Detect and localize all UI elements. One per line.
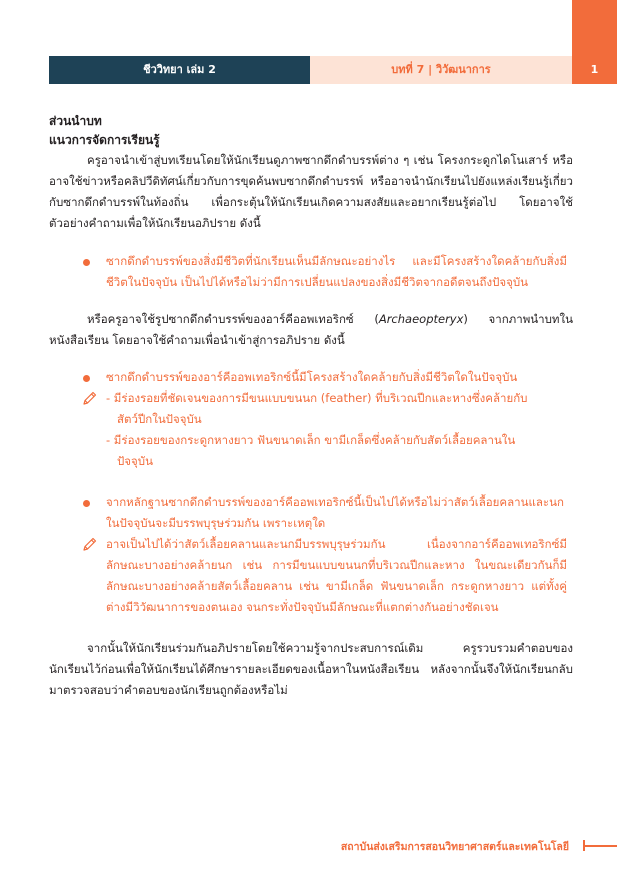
question-3 <box>49 492 573 534</box>
answer-2a-text: - มีร่องรอยที่ชัดเจนของการมีขนแบบขนนก (feather) ที่บริเวณปีกและหางซึ่งคล้ายกับ <box>106 391 528 405</box>
answer-2a <box>49 388 573 409</box>
footer-rule <box>583 845 617 847</box>
intro-paragraph: ครูอาจนำเข้าสู่บทเรียนโดยให้นักเรียนดูภาพซากดึกดำบรรพ์ต่าง ๆ เช่น โครงกระดูกไดโนเสาร์ หรืออาจใช้ข่าวหรือคลิปวีดิทัศน์เกี่ยวกับการขุดค้นพบซากดึกดำบรรพ์ หรืออาจนำนักเรียนไปยังแหล่งเรียนรู้เกี่ยวกับซากดึกดำบรรพ์ในท้องถิ่น เพื่อกระตุ้นให้นักเรียนเกิดความสงสัยและอยากเรียนรู้ต่อไป โดยอาจใช้ตัวอย่างคำถามเพื่อให้นักเรียนอภิปราย ดังนี้ <box>49 153 573 230</box>
answer-3 <box>49 534 573 618</box>
answer-2b: - มีร่องรอยของกระดูกหางยาว ฟันขนาดเล็ก ขามีเกล็ดซึ่งคล้ายกับสัตว์เลื้อยคลานใน <box>106 433 516 447</box>
chapter-title: บทที่ 7 | วิวัฒนาการ <box>310 56 572 84</box>
archaeopteryx-scientific-name: Archaeopteryx <box>378 312 464 326</box>
subsection-title: แนวการจัดการเรียนรู้ <box>49 133 160 147</box>
bullet-dot-icon <box>83 259 90 266</box>
section-title: ส่วนนำบท <box>49 114 102 128</box>
page-content <box>49 112 573 701</box>
archaeopteryx-text-after: ) จากภาพนำบทในหนังสือเรียน โดยอาจใช้คำถามเพื่อนำเข้าสู่การอภิปราย ดังนี้ <box>49 312 573 347</box>
question-1-text: ซากดึกดำบรรพ์ของสิ่งมีชีวิตที่นักเรียนเห็นมีลักษณะอย่างไร และมีโครงสร้างใดคล้ายกับสิ่งมีชีวิตในปัจจุบัน เป็นไปได้หรือไม่ว่ามีการเปลี่ยนแปลงของสิ่งมีชีวิตจากอดีตจนถึงปัจจุบัน <box>106 254 567 289</box>
pencil-icon <box>82 536 98 552</box>
question-2-text: ซากดึกดำบรรพ์ของอาร์คีออพเทอริกซ์นี้มีโครงสร้างใดคล้ายกับสิ่งมีชีวิตใดในปัจจุบัน <box>106 370 518 384</box>
answer-3-text: อาจเป็นไปได้ว่าสัตว์เลื้อยคลานและนกมีบรรพบุรุษร่วมกัน เนื่องจากอาร์คีออพเทอริกซ์มีลักษณะบางอย่างคล้ายนก เช่น การมีขนแบบขนนกที่บริเวณปีกและหาง ในขณะเดียวกันก็มีลักษณะบางอย่างคล้ายสัตว์เลื้อยคลาน เช่น ขามีเกล็ด ฟันขนาดเล็ก กระดูกหางยาว แต่ทั้งคู่ต่างมีวิวัฒนาการของตนเอง จนกระทั่งปัจจุบันมีลักษณะที่แตกต่างกันอย่างชัดเจน <box>106 537 567 614</box>
bullet-dot-icon <box>83 375 90 382</box>
answer-2a-continued: สัตว์ปีกในปัจจุบัน <box>117 412 202 426</box>
answer-2b-continued: ปัจจุบัน <box>117 454 153 468</box>
page-number: 1 <box>590 63 599 76</box>
pencil-icon <box>82 390 98 406</box>
closing-paragraph: จากนั้นให้นักเรียนร่วมกันอภิปรายโดยใช้ความรู้จากประสบการณ์เดิม ครูรวบรวมคำตอบของนักเรียนไว้ก่อนเพื่อให้นักเรียนได้ศึกษารายละเอียดของเนื้อหาในหนังสือเรียน หลังจากนั้นจึงให้นักเรียนกลับมาตรวจสอบว่าคำตอบของนักเรียนถูกต้องหรือไม่ <box>49 641 573 697</box>
question-1 <box>49 251 573 293</box>
question-2 <box>49 367 573 388</box>
footer-institution: สถาบันส่งเสริมการสอนวิทยาศาสตร์และเทคโนโลยี <box>340 841 569 853</box>
bullet-dot-icon <box>83 500 90 507</box>
question-3-text: จากหลักฐานซากดึกดำบรรพ์ของอาร์คีออพเทอริกซ์นี้เป็นไปได้หรือไม่ว่าสัตว์เลื้อยคลานและนกในปัจจุบันจะมีบรรพบุรุษร่วมกัน เพราะเหตุใด <box>106 495 564 530</box>
archaeopteryx-paragraph <box>49 309 573 351</box>
book-title: ชีววิทยา เล่ม 2 <box>49 56 310 84</box>
archaeopteryx-text-before: หรือครูอาจใช้รูปซากดึกดำบรรพ์ของอาร์คีออพเทอริกซ์ ( <box>87 312 379 326</box>
